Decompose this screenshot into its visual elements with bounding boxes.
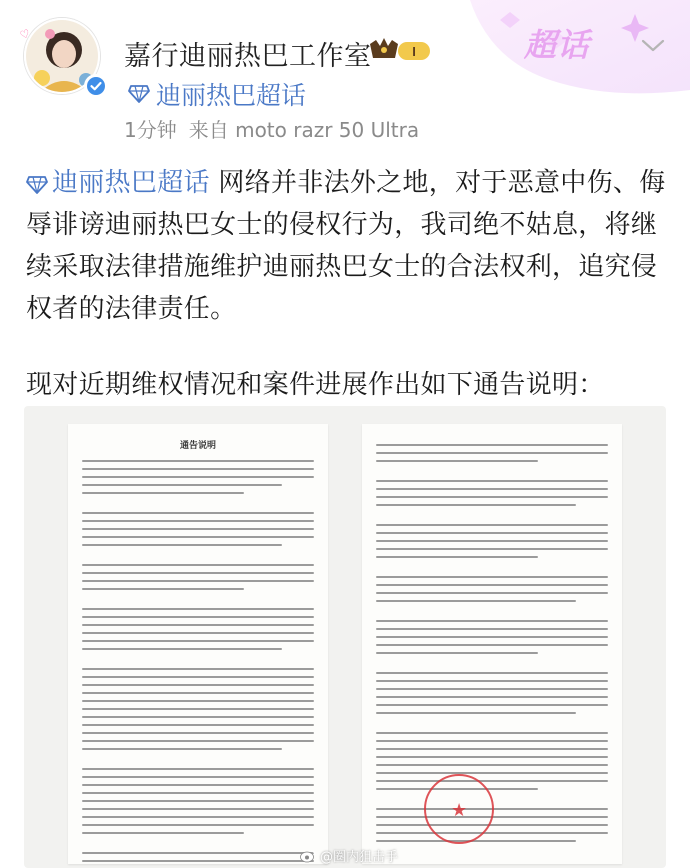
post-source: 来自 moto razr 50 Ultra	[188, 118, 420, 142]
level-badge-text: I	[412, 44, 416, 59]
body-topic-link[interactable]	[26, 168, 210, 198]
chevron-down-icon[interactable]	[640, 36, 666, 56]
member-level-badge[interactable]	[368, 36, 432, 64]
body-text-main: 网络并非法外之地，对于恶意中伤、侮辱诽谤迪丽热巴女士的侵权行为，我司绝不姑息，将继续采取法律措施维护迪丽热巴女士的合法权利，追究侵权者的法律责任。	[26, 168, 666, 324]
diamond-icon	[26, 176, 48, 194]
document-text-block-right	[376, 444, 608, 848]
document-image[interactable]	[24, 406, 666, 868]
document-title: 通告说明	[179, 441, 216, 451]
document-text-block	[82, 460, 314, 868]
document-page-right	[362, 424, 622, 864]
post-meta	[124, 114, 419, 143]
weibo-logo-icon	[300, 849, 316, 863]
document-page-left	[68, 424, 328, 864]
supertopic-tag[interactable]	[128, 76, 306, 112]
body-notice-line: 现对近期维权情况和案件进展作出如下通告说明：	[26, 370, 605, 400]
supertopic-label: 迪丽热巴超话	[156, 81, 307, 110]
supertopic-banner-label[interactable]: 超话	[524, 26, 591, 64]
author-name[interactable]: 嘉行迪丽热巴工作室	[124, 41, 372, 72]
post-time: 1分钟	[124, 118, 177, 142]
diamond-icon	[128, 85, 150, 103]
verified-check-icon	[84, 74, 108, 98]
avatar[interactable]	[18, 18, 106, 100]
post-header	[0, 0, 690, 150]
body-topic-label: 迪丽热巴超话	[52, 168, 210, 198]
company-seal: ★	[424, 774, 494, 844]
post-body	[26, 162, 666, 330]
avatar-sticker: ♡	[18, 26, 32, 43]
watermark-text: @圈内狙击手	[320, 850, 399, 865]
watermark	[300, 846, 398, 865]
